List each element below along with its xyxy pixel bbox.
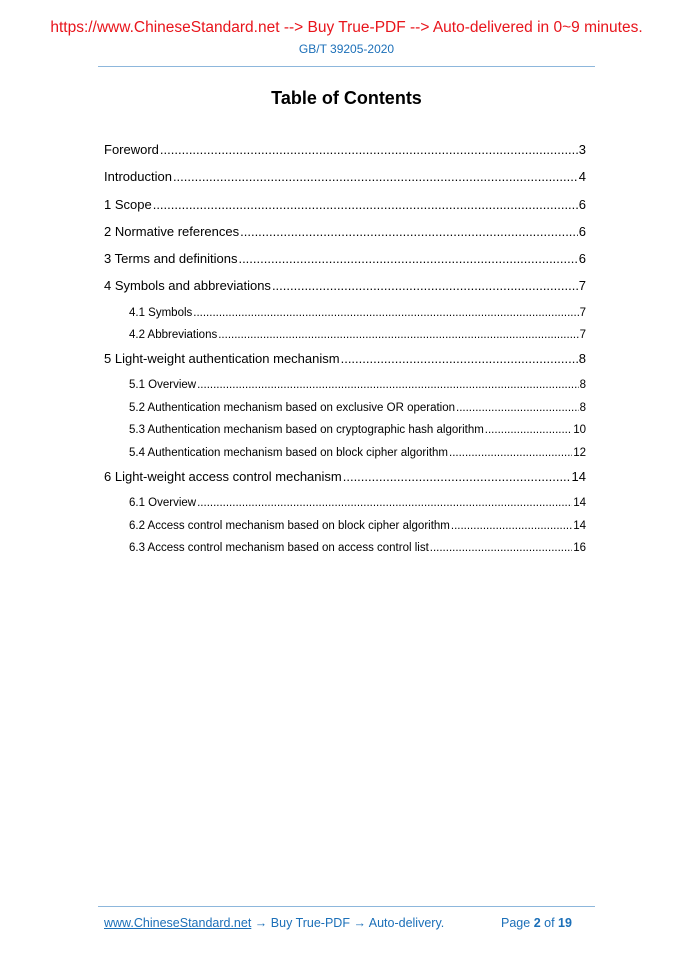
toc-entry-auth-block-cipher[interactable] (104, 444, 586, 467)
toc-entry-page: 7 (579, 306, 586, 319)
toc-entry-introduction[interactable] (104, 167, 586, 194)
toc-entry-page: 8 (578, 350, 586, 366)
toc-entry-label: 4.1 Symbols (129, 306, 193, 319)
toc-entry-auth-overview[interactable] (104, 376, 586, 399)
table-of-contents (104, 140, 586, 562)
toc-entry-terms-definitions[interactable] (104, 249, 586, 276)
dot-leader (272, 276, 578, 296)
toc-entry-page: 8 (579, 379, 586, 392)
arrow-right-icon: → (353, 916, 366, 930)
toc-entry-label: 4.2 Abbreviations (129, 329, 218, 342)
header-divider (98, 66, 595, 67)
toc-entry-page: 12 (573, 447, 586, 460)
toc-entry-label: 1 Scope (104, 196, 152, 212)
toc-entry-label: 4 Symbols and abbreviations (104, 278, 271, 294)
toc-entry-authentication-mechanism[interactable] (104, 349, 586, 376)
dot-leader (451, 517, 572, 535)
toc-entry-page: 14 (573, 519, 586, 532)
toc-entry-page: 10 (573, 424, 586, 437)
toc-entry-page: 4 (578, 169, 586, 185)
toc-entry-normative-references[interactable] (104, 222, 586, 249)
toc-entry-label: 5.1 Overview (129, 379, 197, 392)
toc-entry-scope[interactable] (104, 195, 586, 222)
toc-entry-auth-hash[interactable] (104, 421, 586, 444)
header-banner[interactable]: https://www.ChineseStandard.net --> Buy True-PDF --> Auto-delivered in 0~9 minutes. (50, 19, 643, 36)
toc-entry-access-block-cipher[interactable] (104, 517, 586, 540)
toc-entry-page: 14 (571, 468, 586, 484)
standard-number: GB/T 39205-2020 (298, 42, 395, 56)
toc-entry-symbols-abbreviations[interactable] (104, 276, 586, 303)
dot-leader (173, 167, 578, 187)
toc-entry-page: 14 (573, 496, 586, 509)
toc-entry-label: 6.1 Overview (129, 496, 197, 509)
toc-entry-label: 5.3 Authentication mechanism based on cryptographic hash algorithm (129, 424, 484, 437)
toc-entry-auth-xor[interactable] (104, 399, 586, 422)
dot-leader (240, 222, 578, 242)
page-of: of (544, 916, 555, 930)
toc-entry-label: 3 Terms and definitions (104, 251, 238, 267)
toc-entry-symbols[interactable] (104, 304, 586, 327)
toc-entry-foreword[interactable] (104, 140, 586, 167)
toc-entry-label: Foreword (104, 142, 159, 157)
dot-leader (197, 494, 572, 512)
arrow-right-icon: → (254, 916, 268, 930)
toc-entry-label: 6.2 Access control mechanism based on block cipher algorithm (129, 519, 450, 532)
dot-leader (218, 326, 578, 344)
toc-entry-label: 5.2 Authentication mechanism based on exclusive OR operation (129, 401, 456, 414)
dot-leader (153, 195, 578, 215)
footer-promo (104, 916, 444, 930)
toc-entry-page: 6 (578, 223, 586, 239)
toc-entry-label: 5 Light-weight authentication mechanism (104, 350, 340, 366)
toc-entry-access-control-mechanism[interactable] (104, 467, 586, 494)
dot-leader (197, 376, 578, 394)
toc-entry-label: Introduction (104, 169, 172, 185)
toc-entry-page: 16 (573, 542, 586, 555)
footer-delivery-text: Auto-delivery. (368, 916, 445, 930)
dot-leader (456, 399, 579, 417)
footer-buy-text: Buy True-PDF (270, 916, 350, 930)
page-word: Page (501, 916, 531, 930)
toc-entry-label: 6 Light-weight access control mechanism (104, 468, 342, 484)
footer-divider (98, 906, 595, 907)
page-total: 19 (558, 916, 572, 930)
toc-entry-page: 7 (578, 278, 586, 294)
dot-leader (430, 539, 572, 557)
toc-entry-label: 2 Normative references (104, 223, 240, 239)
page-current: 2 (533, 916, 541, 930)
toc-entry-page: 6 (578, 251, 586, 267)
toc-entry-page: 8 (579, 401, 586, 414)
dot-leader (193, 304, 578, 322)
toc-entry-page: 7 (579, 329, 586, 342)
page-title: Table of Contents (271, 88, 422, 108)
dot-leader (341, 349, 578, 369)
dot-leader (238, 249, 577, 269)
toc-entry-label: 6.3 Access control mechanism based on access control list (129, 542, 429, 555)
toc-entry-access-overview[interactable] (104, 494, 586, 517)
footer-site-link[interactable]: www.ChineseStandard.net (104, 916, 252, 930)
dot-leader (449, 444, 572, 462)
toc-entry-label: 5.4 Authentication mechanism based on block cipher algorithm (129, 447, 448, 460)
dot-leader (485, 421, 572, 439)
toc-entry-abbreviations[interactable] (104, 326, 586, 349)
dot-leader (343, 467, 571, 487)
page-indicator (501, 916, 572, 930)
toc-entry-page: 6 (578, 196, 586, 212)
dot-leader (160, 140, 578, 160)
toc-entry-page: 3 (578, 142, 586, 157)
toc-entry-access-control-list[interactable] (104, 539, 586, 562)
